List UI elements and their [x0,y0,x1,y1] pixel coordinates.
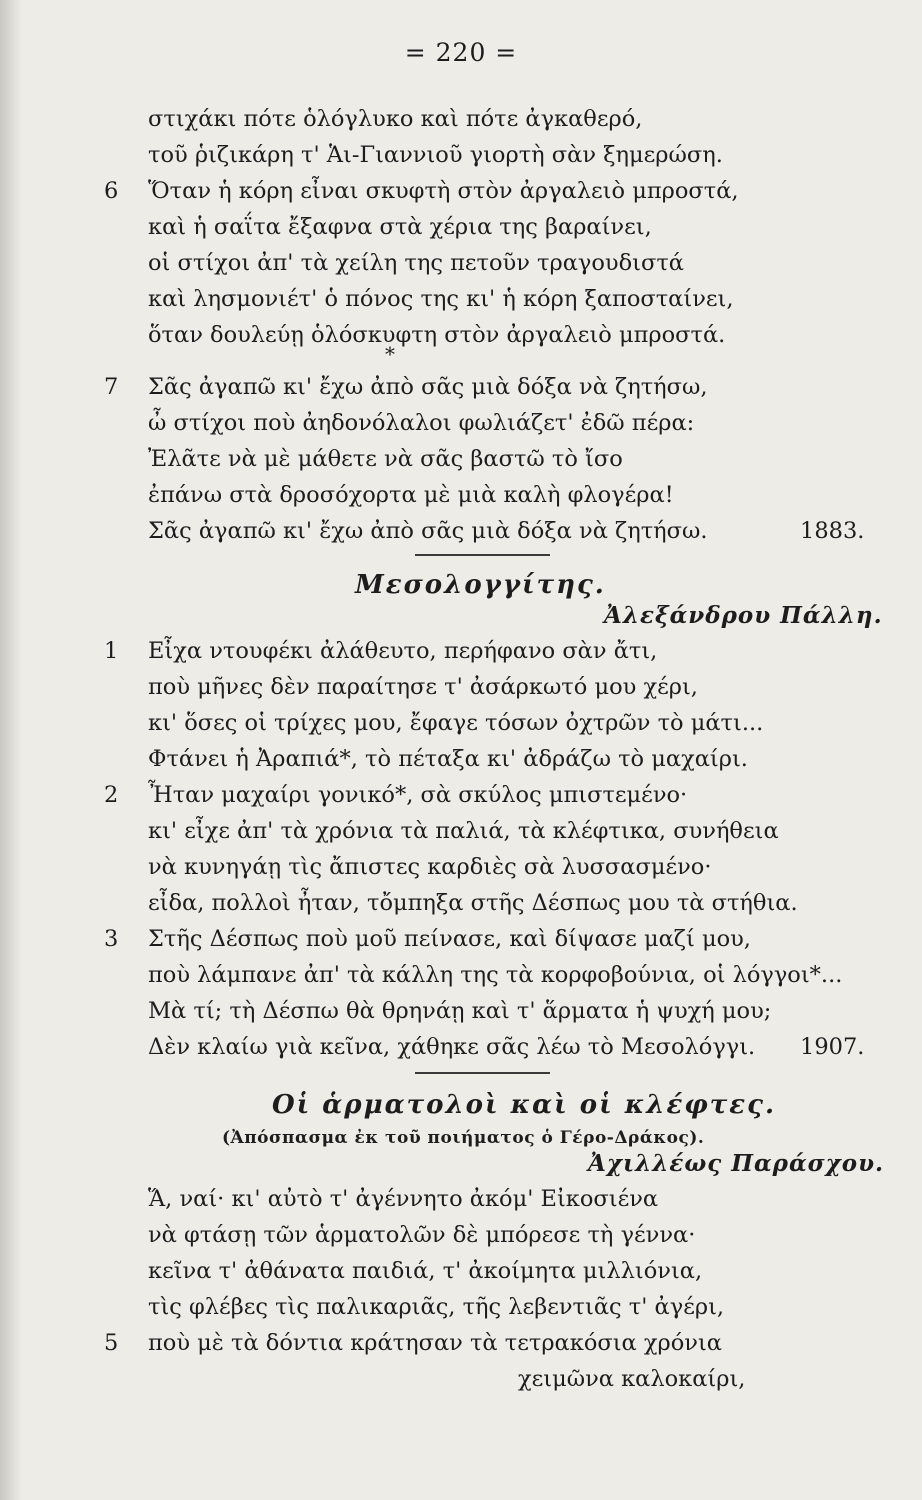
verse-line: καὶ ἡ σαΐτα ἔξαφνα στὰ χέρια της βαραίνει, [148,214,652,240]
verse-line: Φτάνει ἡ Ἀραπιά*, τὸ πέταξα κι' ἀδράζω τὸ μαχαίρι. [148,746,748,772]
verse-line: Σᾶς ἀγαπῶ κι' ἔχω ἀπὸ σᾶς μιὰ δόξα νὰ ζητήσω. [148,518,708,544]
verse-line: Δὲν κλαίω γιὰ κεῖνα, χάθηκε σᾶς λέω τὸ Μεσολόγγι. [148,1034,756,1060]
stanza-number: 3 [104,926,119,952]
section-asterisk: * [385,342,395,366]
verse-line: ἐπάνω στὰ δροσόχορτα μὲ μιὰ καλὴ φλογέρα! [148,482,674,508]
verse-line: Ἦταν μαχαίρι γονικό*, σὰ σκύλος μπιστεμένο· [148,782,688,808]
verse-line: Ὅταν ἡ κόρη εἶναι σκυφτὴ στὸν ἀργαλειὸ μπροστά, [148,178,739,204]
stanza-number: 5 [104,1330,119,1356]
verse-line: Εἶχα ντουφέκι ἀλάθευτο, περήφανο σὰν ἄτι, [148,638,658,664]
poem-year: 1907. [800,1034,865,1060]
verse-line: ποὺ λάμπανε ἀπ' τὰ κάλλη της τὰ κορφοβούνια, οἱ λόγγοι*... [148,962,843,988]
verse-line: Μὰ τί; τὴ Δέσπω θὰ θρηνάῃ καὶ τ' ἅρματα ἡ ψυχή μου; [148,998,772,1024]
verse-line: χειμῶνα καλοκαίρι, [518,1366,746,1392]
verse-line: ποὺ μὲ τὰ δόντια κράτησαν τὰ τετρακόσια χρόνια [148,1330,722,1356]
verse-line: ὅταν δουλεύῃ ὁλόσκυφτη στὸν ἀργαλειὸ μπροστά. [148,322,726,348]
verse-line: κι' ὅσες οἱ τρίχες μου, ἔφαγε τόσων ὀχτρῶν τὸ μάτι... [148,710,764,736]
stanza-number: 2 [104,782,119,808]
stanza-number: 7 [104,374,119,400]
verse-line: νὰ φτάσῃ τῶν ἁρματολῶν δὲ μπόρεσε τὴ γέννα· [148,1222,696,1248]
verse-line: Στῆς Δέσπως ποὺ μοῦ πείνασε, καὶ δίψασε μαζί μου, [148,926,751,952]
page-binding-edge [0,0,22,1500]
verse-line: τὶς φλέβες τὶς παλικαριᾶς, τῆς λεβεντιᾶς τ' ἀγέρι, [148,1294,725,1320]
verse-line: Σᾶς ἀγαπῶ κι' ἔχω ἀπὸ σᾶς μιὰ δόξα νὰ ζητήσω, [148,374,708,400]
poem-author: Ἀλεξάνδρου Πάλλη. [604,602,883,629]
verse-line: ποὺ μῆνες δὲν παραίτησε τ' ἀσάρκωτό μου χέρι, [148,674,698,700]
stanza-number: 6 [104,178,119,204]
verse-line: τοῦ ῥιζικάρη τ' Ἁι-Γιαννιοῦ γιορτὴ σὰν ξημερώση. [148,142,723,168]
stanza-number: 1 [104,638,119,664]
verse-line: Ἅ, ναί· κι' αὐτὸ τ' ἀγέννητο ἀκόμ' Εἰκοσιένα [148,1186,659,1212]
poem-subtitle: (Ἀπόσπασμα ἐκ τοῦ ποιήματος ὁ Γέρο-Δράκος). [222,1128,705,1148]
verse-line: ὦ στίχοι ποὺ ἀηδονόλαλοι φωλιάζετ' ἐδῶ πέρα: [148,410,695,436]
page-number: = 220 = [404,38,518,67]
verse-line: κι' εἶχε ἀπ' τὰ χρόνια τὰ παλιά, τὰ κλέφτικα, συνήθεια [148,818,779,844]
verse-line: οἱ στίχοι ἀπ' τὰ χείλη της πετοῦν τραγουδιστά [148,250,684,276]
verse-line: Ἐλᾶτε νὰ μὲ μάθετε νὰ σᾶς βαστῶ τὸ ἴσο [148,446,623,472]
verse-line: εἶδα, πολλοὶ ἦταν, τὄμπηξα στῆς Δέσπως μου τὰ στήθια. [148,890,798,916]
section-divider [415,1072,550,1074]
poem-author: Ἀχιλλέως Παράσχου. [588,1150,885,1177]
poem-year: 1883. [800,518,865,544]
verse-line: στιχάκι πότε ὁλόγλυκο καὶ πότε ἀγκαθερό, [148,106,643,132]
poem-title: Μεσολογγίτης. [355,570,606,600]
section-divider [415,554,550,556]
verse-line: κεῖνα τ' ἀθάνατα παιδιά, τ' ἀκοίμητα μιλλιόνια, [148,1258,703,1284]
verse-line: καὶ λησμονιέτ' ὁ πόνος της κι' ἡ κόρη ξαποσταίνει, [148,286,734,312]
poem-title: Οἱ ἁρματολοὶ καὶ οἱ κλέφτες. [272,1090,776,1120]
verse-line: νὰ κυνηγάῃ τὶς ἄπιστες καρδιὲς σὰ λυσσασμένο· [148,854,712,880]
